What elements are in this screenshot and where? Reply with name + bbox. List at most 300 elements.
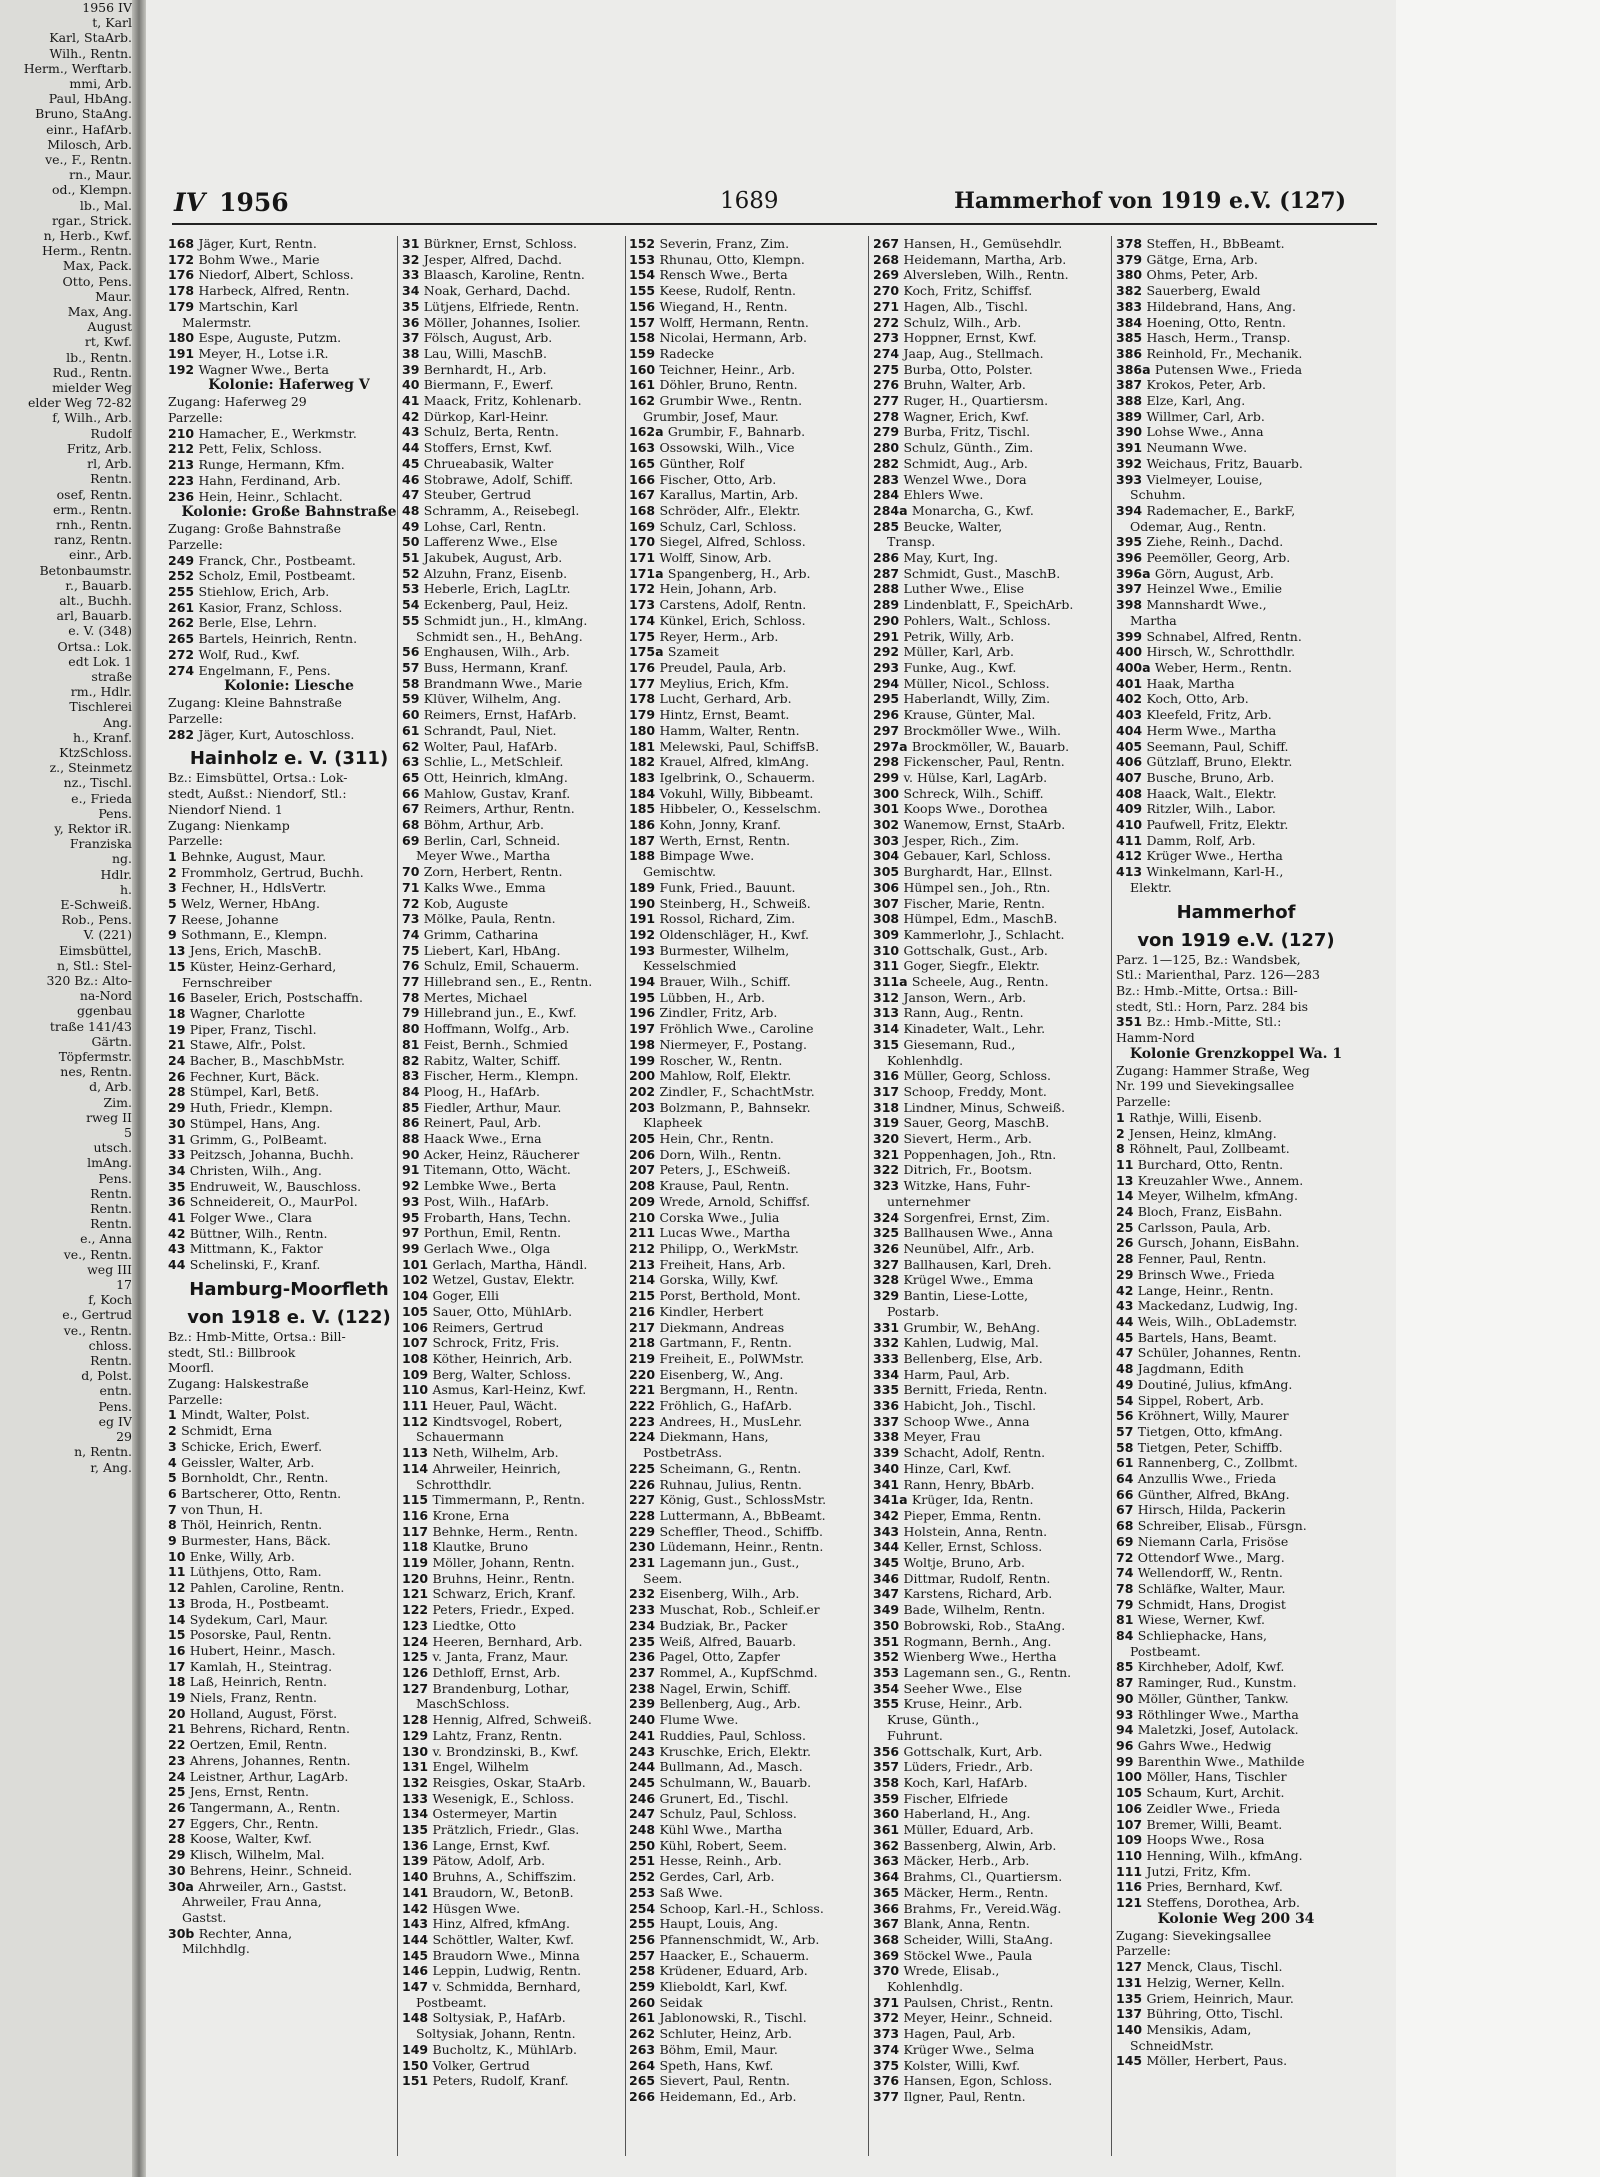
tenant-name: Stümpel, Hans, Ang. [189, 1115, 321, 1131]
plot-entry [1116, 330, 1356, 346]
plot-number: 194 [629, 974, 660, 990]
plot-number: 79 [402, 1005, 424, 1021]
plot-entry [629, 1351, 879, 1367]
tenant-name: Freiheit, E., PolWMstr. [659, 1350, 805, 1366]
plot-number: 41 [402, 393, 424, 409]
tenant-name: Anzullis Wwe., Frieda [1137, 1471, 1277, 1487]
column-divider [1111, 236, 1112, 2156]
tenant-name: Stawe, Alfr., Polst. [189, 1037, 306, 1053]
plot-number: 29 [168, 1847, 190, 1863]
plot-number: 71 [402, 879, 424, 895]
plot-entry [1116, 503, 1356, 519]
plot-number: 5 [168, 896, 182, 912]
tenant-name: Koch, Fritz, Schiffsf. [903, 283, 1033, 299]
plot-number: 274 [168, 662, 199, 678]
plot-entry [873, 1131, 1123, 1147]
plot-number: 25 [168, 1784, 190, 1800]
plot-entry [1116, 1518, 1356, 1534]
tenant-name: Ditrich, Fr., Bootsm. [903, 1162, 1033, 1178]
tenant-name: Liedtke, Otto [432, 1617, 516, 1633]
plot-entry [629, 1539, 879, 1555]
plot-entry [168, 1643, 410, 1659]
tenant-name: Schmidt, Gust., MaschB. [903, 565, 1061, 581]
directory-page [146, 0, 1396, 2177]
tenant-name: Schmidt, Erna [181, 1423, 273, 1439]
plot-entry [402, 1948, 652, 1964]
entry-line: Parzelle: [168, 536, 223, 552]
plot-number: 392 [1116, 455, 1147, 471]
plot-number: 243 [629, 1743, 660, 1759]
tenant-name: Carlsson, Paula, Arb. [1137, 1219, 1271, 1235]
plot-entry [168, 1241, 410, 1257]
tenant-name: Büttner, Wilh., Rentn. [189, 1225, 328, 1241]
plot-number: 118 [402, 1539, 433, 1555]
plot-number: 104 [402, 1288, 433, 1304]
plot-entry [402, 519, 652, 535]
plot-number: 7 [168, 911, 182, 927]
plot-entry [873, 707, 1123, 723]
tenant-name: Bühring, Otto, Tischl. [1146, 2006, 1284, 2022]
plot-number: 191 [168, 345, 199, 361]
plot-entry [402, 1634, 652, 1650]
plot-number: 373 [873, 2026, 904, 2042]
tenant-name: Eisenberg, W., Ang. [659, 1366, 784, 1382]
tenant-name: Tietgen, Peter, Schiffb. [1137, 1439, 1283, 1455]
plot-entry [873, 1869, 1123, 1885]
facing-page-line: h., Kranf. [73, 729, 132, 745]
plot-number: 297 [873, 722, 904, 738]
tenant-name: Weichaus, Fritz, Bauarb. [1146, 455, 1303, 471]
plot-number: 42 [168, 1225, 190, 1241]
plot-number: 182 [629, 754, 660, 770]
plot-number: 157 [629, 314, 660, 330]
tenant-name: Schoop, Freddy, Mont. [903, 1083, 1047, 1099]
plot-entry [629, 927, 879, 943]
plot-entry [402, 1963, 652, 1979]
tenant-name: Kasior, Franz, Schloss. [198, 599, 343, 615]
facing-page-line: eg IV [98, 1413, 132, 1429]
plot-number: 382 [1116, 283, 1147, 299]
plot-number: 210 [168, 425, 199, 441]
plot-entry [629, 1853, 879, 1869]
plot-number: 110 [1116, 1847, 1147, 1863]
plot-number: 212 [629, 1241, 660, 1256]
plot-number: 2 [168, 864, 182, 880]
plot-number: 6 [168, 1485, 182, 1501]
plot-number: 15 [168, 1627, 190, 1643]
tenant-name: Baseler, Erich, Postschaffn. [189, 990, 363, 1006]
tenant-name: Kruse, Heinr., Arb. [903, 1696, 1023, 1712]
tenant-name: Hirsch, Hilda, Packerin [1137, 1502, 1286, 1518]
plot-entry [1116, 2022, 1356, 2038]
tenant-name: Krüger Wwe., Hertha [1146, 848, 1283, 864]
plot-number: 13 [168, 943, 190, 959]
plot-number: 251 [629, 1853, 660, 1869]
plot-entry [873, 1649, 1123, 1665]
plot-entry [1116, 440, 1356, 456]
plot-entry [629, 1257, 879, 1273]
plot-number: 111 [1116, 1863, 1147, 1879]
plot-entry [168, 1163, 410, 1179]
tenant-name: Luther Wwe., Elise [903, 581, 1025, 597]
plot-number: 216 [629, 1303, 660, 1319]
plot-entry [629, 1618, 879, 1634]
plot-entry [873, 267, 1123, 283]
plot-entry [1116, 1754, 1356, 1770]
plot-entry [1116, 1722, 1356, 1738]
plot-number: 119 [402, 1555, 433, 1571]
tenant-name: Röhnelt, Paul, Zollbeamt. [1129, 1141, 1290, 1157]
plot-number: 319 [873, 1115, 904, 1131]
plot-entry [402, 472, 652, 488]
tenant-name: Künkel, Erich, Schloss. [659, 612, 806, 628]
tenant-name: Hansen, H., Gemüsehdlr. [903, 236, 1063, 251]
plot-number: 372 [873, 2010, 904, 2026]
tenant-name: Hasch, Herm., Transp. [1146, 330, 1291, 346]
plot-number: 351 [873, 1633, 904, 1649]
entry-line: Zugang: Große Bahnstraße [168, 521, 341, 537]
plot-entry [168, 584, 410, 600]
tenant-name: Bantin, Liese-Lotte, [903, 1288, 1029, 1304]
plot-number: 177 [629, 675, 660, 691]
facing-page-line: lb., Rentn. [66, 349, 132, 365]
tenant-name: Bergmann, H., Rentn. [659, 1382, 799, 1398]
tenant-name: Siegel, Alfred, Schloss. [659, 534, 806, 550]
plot-number: 30 [168, 1862, 190, 1878]
tenant-name: Poppenhagen, Joh., Rtn. [903, 1146, 1057, 1162]
tenant-name: Bruhns, Heinr., Rentn. [432, 1570, 575, 1586]
facing-page-line: lmAng. [87, 1155, 132, 1171]
plot-number: 93 [1116, 1706, 1138, 1722]
tenant-name: Peters, Friedr., Exped. [432, 1602, 575, 1618]
plot-number: 344 [873, 1539, 904, 1555]
plot-number: 395 [1116, 534, 1147, 550]
plot-number: 387 [1116, 377, 1147, 393]
tenant-name: Harbeck, Alfred, Rentn. [198, 283, 350, 299]
tenant-name: Schmidt, Aug., Arb. [903, 455, 1028, 471]
tenant-name: Klieboldt, Karl, Kwf. [659, 1979, 788, 1995]
plot-number: 187 [629, 832, 660, 848]
tenant-name: Rossol, Richard, Zim. [659, 911, 796, 927]
tenant-name: Menck, Claus, Tischl. [1146, 1959, 1283, 1975]
plot-number: 29 [168, 1100, 190, 1116]
plot-entry [168, 1564, 410, 1580]
plot-number: 154 [629, 267, 660, 283]
plot-entry [1116, 1471, 1356, 1487]
tenant-name: Werth, Ernst, Rentn. [659, 832, 791, 848]
tenant-name: Budziak, Br., Packer [659, 1617, 788, 1633]
tenant-name: Stöckel Wwe., Paula [903, 1947, 1033, 1963]
tenant-name: Fechner, H., HdlsVertr. [181, 880, 327, 896]
plot-entry [1116, 1628, 1356, 1644]
plot-entry [402, 1288, 652, 1304]
plot-number: 410 [1116, 817, 1147, 833]
tenant-name: Luttermann, A., BbBeamt. [659, 1507, 826, 1523]
plot-entry [629, 1963, 879, 1979]
plot-entry [402, 1272, 652, 1288]
plot-entry [629, 597, 879, 613]
plot-entry [873, 1005, 1123, 1021]
plot-number: 198 [629, 1036, 660, 1052]
tenant-name: Chrueabasik, Walter [423, 455, 554, 471]
tenant-name: Schliephacke, Hans, [1137, 1628, 1267, 1644]
plot-number: 111 [402, 1398, 433, 1414]
tenant-name: Lindenblatt, F., SpeichArb. [903, 597, 1074, 613]
tenant-name: Hoppner, Ernst, Kwf. [903, 330, 1037, 346]
tenant-name: Reimers, Ernst, HafArb. [423, 707, 577, 723]
plot-number: 178 [168, 283, 199, 299]
plot-number: 44 [1116, 1314, 1138, 1329]
facing-page-line: chloss. [88, 1337, 132, 1353]
plot-entry [873, 1853, 1123, 1869]
plot-number: 3 [168, 1438, 182, 1454]
column-divider [397, 236, 398, 2156]
plot-entry [168, 1784, 410, 1800]
plot-number: 210 [629, 1209, 660, 1225]
facing-page-line: e., Anna [80, 1231, 132, 1247]
plot-number: 16 [168, 1642, 190, 1658]
plot-number: 166 [629, 471, 660, 487]
tenant-name: Bz.: Hmb.-Mitte, Stl.: [1146, 1014, 1282, 1030]
tenant-name: Heberle, Erich, LagLtr. [423, 581, 571, 597]
plot-entry [873, 943, 1123, 959]
plot-entry [873, 848, 1123, 864]
tenant-name: Holland, August, Först. [189, 1705, 338, 1721]
tenant-name: Eckenberg, Paul, Heiz. [423, 597, 569, 613]
plot-number: 297a [873, 738, 912, 754]
tenant-name: Sydekum, Carl, Maur. [189, 1611, 329, 1627]
entry-line: stedt, Außst.: Niendorf, Stl.: [168, 786, 347, 802]
plot-number: 238 [629, 1680, 660, 1696]
plot-entry [629, 739, 879, 755]
plot-number: 335 [873, 1382, 904, 1398]
plot-number: 274 [873, 345, 904, 361]
plot-entry [1116, 1141, 1356, 1157]
plot-number: 192 [168, 361, 199, 377]
plot-number: 179 [629, 707, 660, 723]
plot-number: 371 [873, 1994, 904, 2010]
plot-number: 273 [873, 330, 904, 346]
plot-number: 48 [1116, 1361, 1138, 1377]
tenant-name: Jagdmann, Edith [1137, 1361, 1244, 1377]
plot-entry [873, 1618, 1123, 1634]
plot-entry [629, 943, 879, 959]
tenant-name: Folger Wwe., Clara [189, 1210, 312, 1226]
plot-number: 68 [1116, 1518, 1138, 1534]
plot-number: 14 [168, 1611, 190, 1627]
entry-line: unternehmer [887, 1193, 971, 1209]
entry-line: Zugang: Haferweg 29 [168, 394, 307, 410]
tenant-name: Weis, Wilh., ObLademstr. [1137, 1314, 1298, 1329]
plot-entry [1116, 550, 1356, 566]
plot-number: 261 [168, 599, 199, 615]
plot-entry [402, 393, 652, 409]
tenant-name: Zorn, Herbert, Rentn. [423, 864, 563, 880]
tenant-name: Kammerlohr, J., Schlacht. [903, 926, 1065, 942]
plot-entry [1116, 236, 1356, 252]
entry-line: Moorfl. [168, 1360, 215, 1376]
tenant-name: Doutiné, Julius, kfmAng. [1137, 1376, 1293, 1392]
tenant-name: Henning, Wilh., kfmAng. [1146, 1847, 1303, 1863]
plot-number: 10 [168, 1548, 190, 1564]
plot-entry [402, 299, 652, 315]
plot-number: 386 [1116, 345, 1147, 361]
tenant-name: Jens, Erich, MaschB. [189, 943, 322, 959]
facing-page-line: f, Wilh., Arb. [52, 410, 132, 426]
plot-entry [402, 1320, 652, 1336]
tenant-name: Seemann, Paul, Schiff. [1146, 738, 1289, 754]
facing-page-line: lb., Mal. [79, 197, 132, 213]
tenant-name: Bimpage Wwe. [659, 848, 755, 864]
plot-entry [1116, 424, 1356, 440]
plot-number: 379 [1116, 251, 1147, 267]
plot-entry [402, 990, 652, 1006]
plot-number: 271 [873, 298, 904, 314]
tenant-name: Schrock, Fritz, Fris. [432, 1335, 560, 1351]
facing-page-line: straße [91, 668, 132, 684]
plot-entry [629, 833, 879, 849]
plot-entry [168, 330, 410, 346]
tenant-name: Bade, Wilhelm, Rentn. [903, 1602, 1046, 1618]
plot-number: 255 [168, 584, 199, 600]
plot-entry [168, 283, 410, 299]
tenant-name: Paulsen, Christ., Rentn. [903, 1994, 1054, 2010]
tenant-name: Severin, Franz, Zim. [659, 236, 790, 251]
tenant-name: Rannenberg, C., Zollbmt. [1137, 1455, 1298, 1471]
tenant-name: Kröhnert, Willy, Maurer [1137, 1408, 1289, 1424]
tenant-name: Weiß, Alfred, Bauarb. [659, 1633, 797, 1649]
tenant-name: Eisenberg, Wilh., Arb. [659, 1586, 800, 1602]
tenant-name: Rademacher, E., BarkF, [1146, 502, 1296, 518]
plot-entry [873, 1995, 1123, 2011]
tenant-name: Ott, Heinrich, klmAng. [423, 769, 568, 785]
plot-number: 362 [873, 1837, 904, 1853]
plot-entry [1116, 1550, 1356, 1566]
tenant-name: Burchard, Otto, Rentn. [1137, 1156, 1284, 1172]
plot-number: 99 [402, 1241, 424, 1256]
facing-page-line: Otto, Pens. [62, 273, 132, 289]
plot-number: 370 [873, 1963, 904, 1979]
tenant-name: Lange, Heinr., Rentn. [1137, 1282, 1274, 1298]
tenant-name: Nagel, Erwin, Schiff. [659, 1680, 792, 1696]
entry-line: Elektr. [1130, 879, 1172, 895]
tenant-name: Dürkop, Karl-Heinr. [423, 408, 549, 424]
plot-entry [1116, 1345, 1356, 1361]
plot-number: 221 [629, 1382, 660, 1398]
plot-number: 180 [168, 330, 199, 346]
plot-entry [168, 990, 410, 1006]
facing-page-line: Zim. [103, 1094, 132, 1110]
plot-number: 357 [873, 1759, 904, 1775]
plot-number: 299 [873, 769, 904, 785]
tenant-name: Sauer, Georg, MaschB. [903, 1115, 1050, 1131]
plot-entry [629, 377, 879, 393]
plot-number: 384 [1116, 314, 1147, 330]
tenant-name: Hein, Heinr., Schlacht. [198, 488, 343, 504]
tenant-name: Schicke, Erich, Ewerf. [181, 1438, 323, 1454]
plot-entry [402, 1115, 652, 1131]
facing-page-line: edt Lok. 1 [68, 653, 132, 669]
tenant-name: Grimm, G., PolBeamt. [189, 1131, 328, 1147]
tenant-name: Griem, Heinrich, Maur. [1146, 1990, 1294, 2006]
plot-entry [402, 2058, 652, 2074]
plot-number: 122 [402, 1602, 433, 1618]
plot-entry [1116, 660, 1356, 676]
plot-number: 223 [168, 472, 199, 488]
tenant-name: Weber, Herm., Rentn. [1154, 659, 1293, 675]
tenant-name: Grumbir, W., BehAng. [903, 1319, 1041, 1335]
plot-number: 363 [873, 1853, 904, 1869]
plot-number: 188 [629, 848, 660, 864]
plot-number: 12 [168, 1580, 190, 1596]
plot-entry [1116, 393, 1356, 409]
plot-entry [1116, 1235, 1356, 1251]
tenant-name: Pohlers, Walt., Schloss. [903, 612, 1051, 628]
plot-number: 43 [1116, 1298, 1138, 1314]
entry-line: Parzelle: [1116, 1943, 1171, 1959]
plot-entry [873, 1555, 1123, 1571]
plot-entry [873, 754, 1123, 770]
tenant-name: Brahms, Fr., Vereid.Wäg. [903, 1900, 1062, 1916]
plot-number: 264 [629, 2057, 660, 2073]
plot-number: 1 [168, 848, 182, 864]
facing-page-line: nes, Rentn. [60, 1064, 132, 1080]
tenant-name: Paufwell, Fritz, Elektr. [1146, 817, 1289, 833]
plot-number: 144 [402, 1931, 433, 1947]
volume-number: IV [174, 188, 206, 217]
tenant-name: Bartels, Hans, Beamt. [1137, 1329, 1277, 1345]
plot-number: 227 [629, 1492, 660, 1508]
plot-entry [629, 1037, 879, 1053]
plot-number: 53 [402, 581, 424, 597]
entry-line: Klapheek [643, 1115, 703, 1131]
plot-entry [168, 1690, 410, 1706]
plot-number: 140 [402, 1869, 433, 1885]
facing-page-line: 1956 IV [82, 0, 132, 15]
plot-number: 72 [402, 895, 424, 911]
facing-page-fragment [0, 0, 145, 2177]
tenant-name: Welz, Werner, HbAng. [181, 896, 320, 912]
plot-number: 340 [873, 1460, 904, 1476]
plot-number: 349 [873, 1602, 904, 1618]
plot-entry [873, 1696, 1123, 1712]
plot-entry [873, 770, 1123, 786]
tenant-name: Hildebrand, Hans, Ang. [1146, 298, 1296, 314]
plot-number: 143 [402, 1916, 433, 1932]
plot-entry [168, 1816, 410, 1832]
plot-number: 107 [1116, 1816, 1147, 1832]
tenant-name: Schmidt jun., H., klmAng. [423, 612, 588, 628]
plot-entry [629, 786, 879, 802]
plot-number: 236 [168, 488, 199, 504]
tenant-name: Spangenberg, H., Arb. [667, 565, 811, 581]
plot-entry [629, 1775, 879, 1791]
facing-page-line: Rud., Rentn. [52, 364, 132, 380]
plot-entry [629, 1916, 879, 1932]
entry-line: Zugang: Hammer Straße, Weg [1116, 1062, 1310, 1078]
facing-page-line: entn. [99, 1383, 132, 1399]
plot-number: 44 [168, 1257, 190, 1273]
plot-number: 361 [873, 1822, 904, 1838]
tenant-name: Hirsch, W., Schrotthdlr. [1146, 644, 1296, 660]
plot-entry [1116, 1455, 1356, 1471]
tenant-name: Sauerberg, Ewald [1146, 283, 1261, 299]
tenant-name: Karstens, Richard, Arb. [903, 1586, 1053, 1602]
plot-number: 33 [168, 1147, 190, 1163]
plot-entry [168, 1439, 410, 1455]
plot-entry [873, 613, 1123, 629]
plot-entry [402, 2010, 652, 2026]
